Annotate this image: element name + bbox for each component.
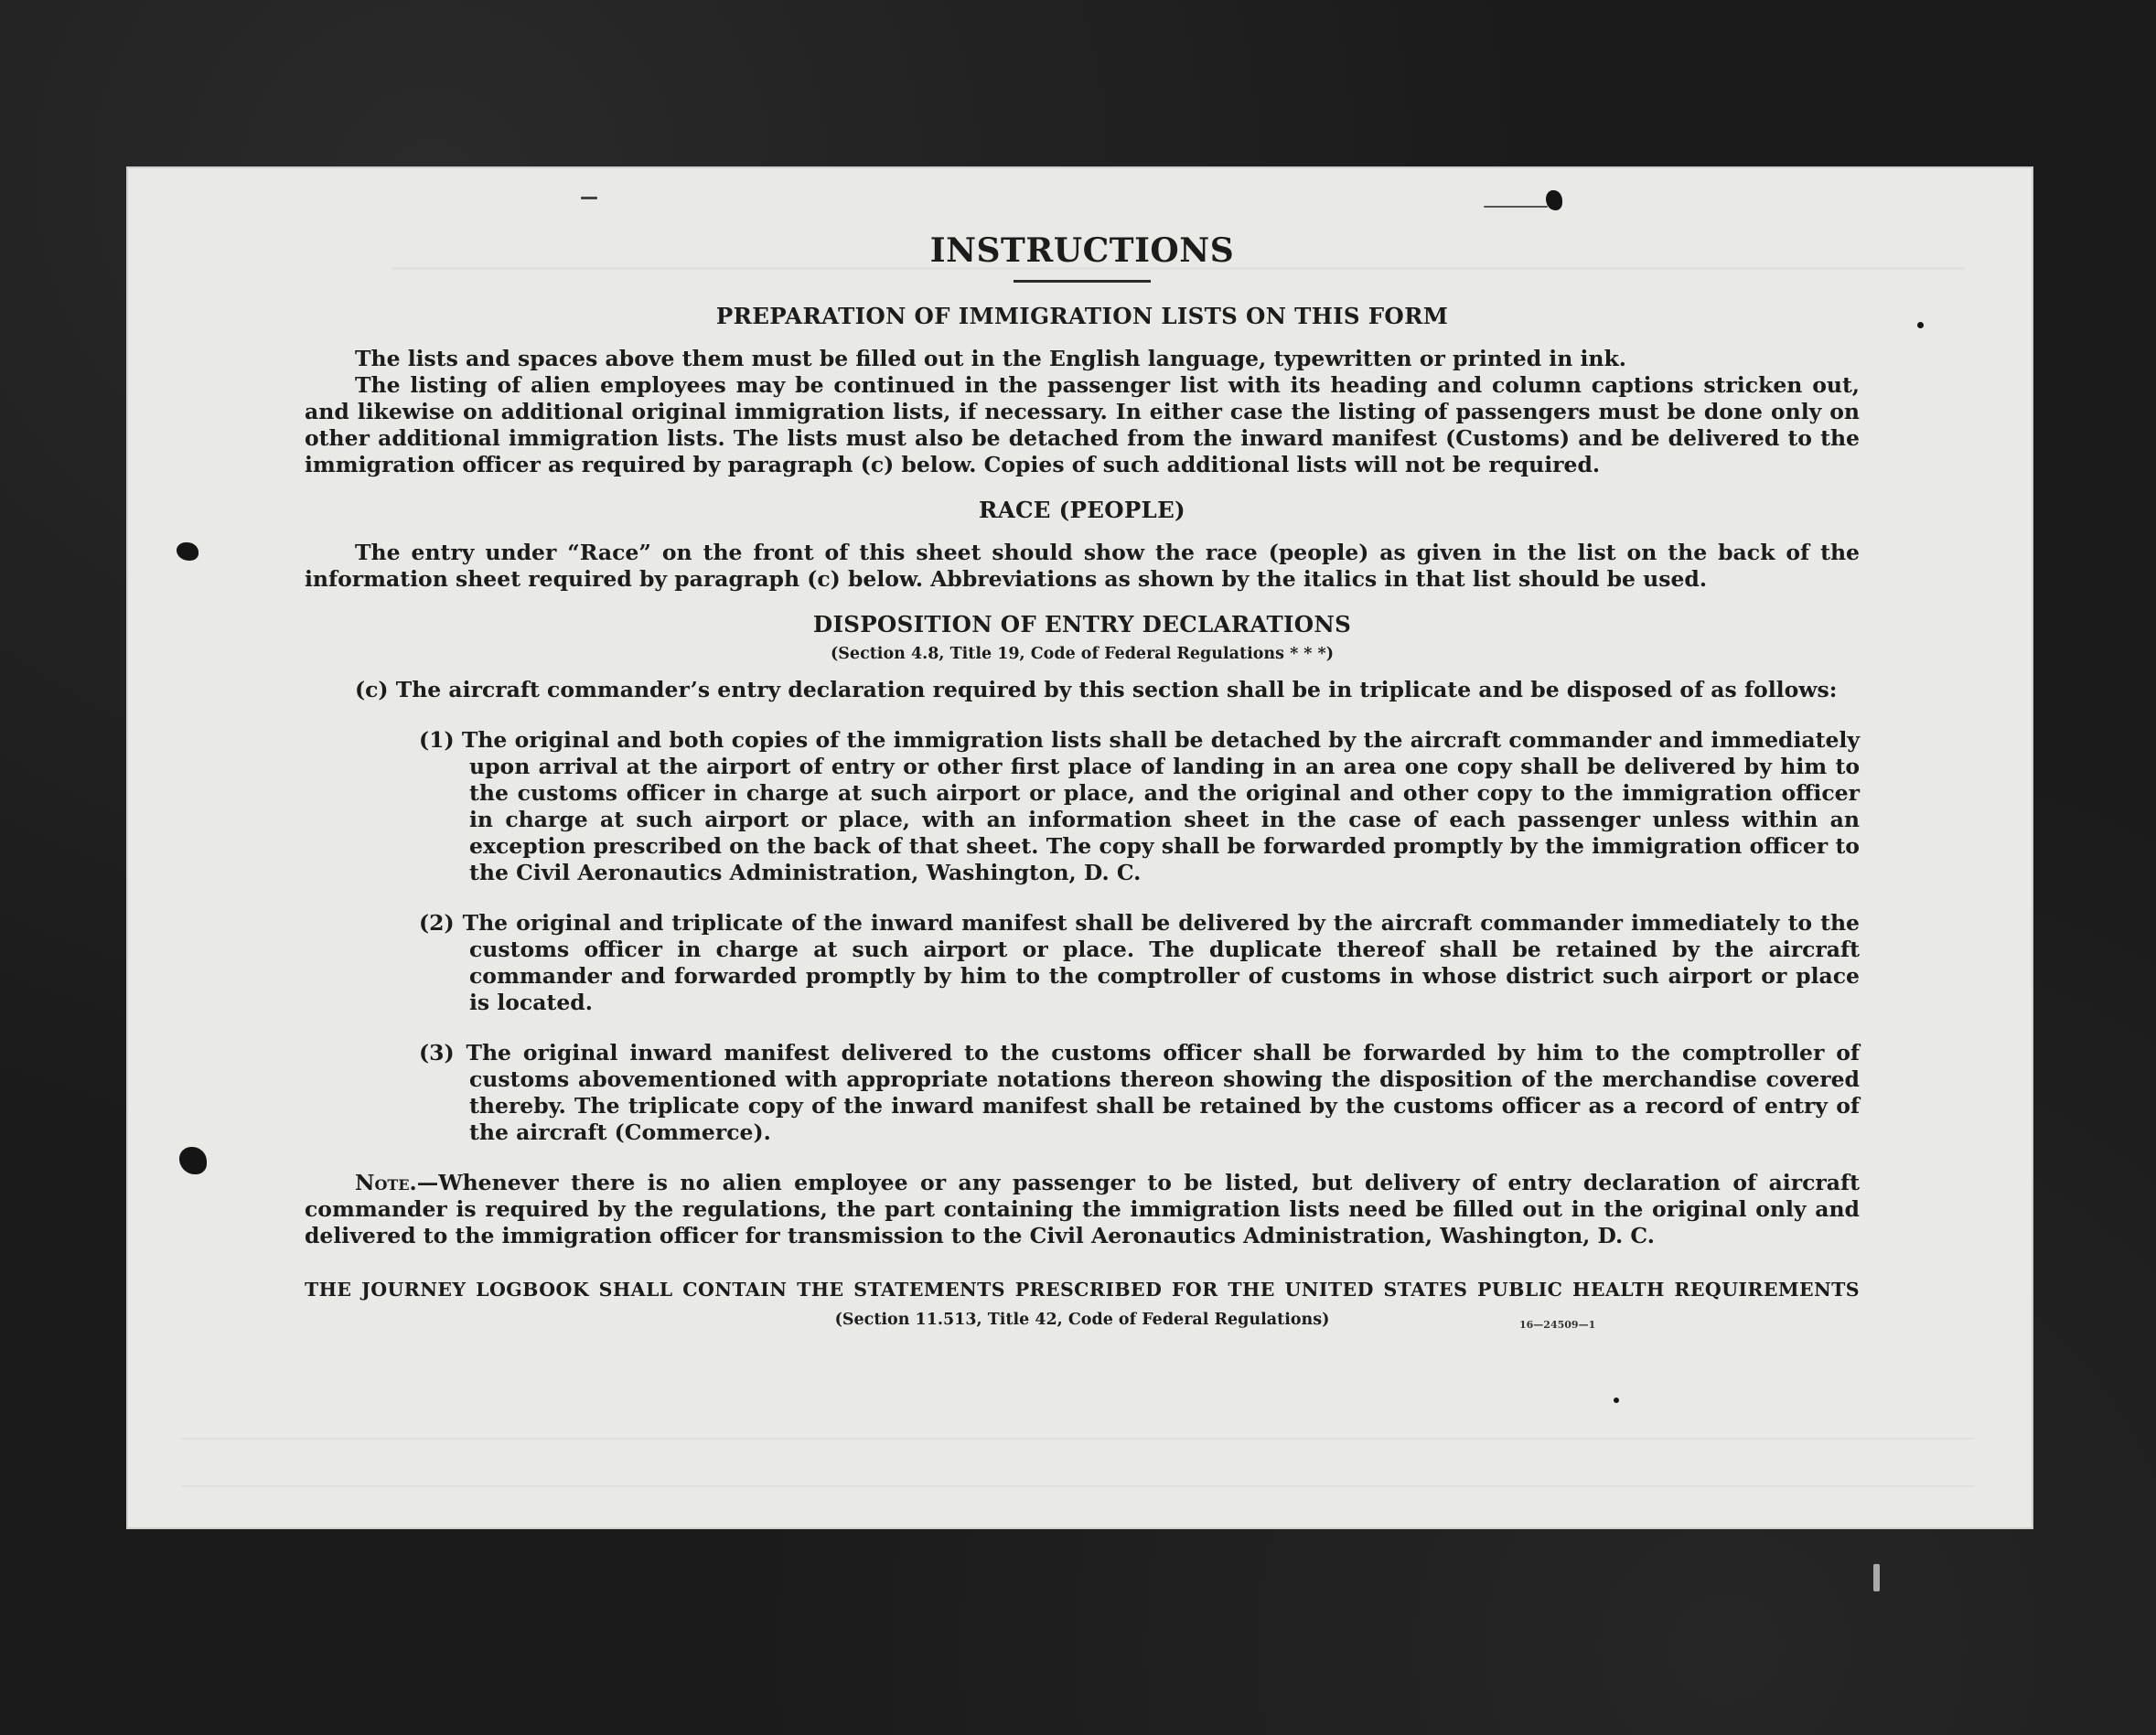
- title-underline: [1014, 280, 1151, 283]
- instructions-body: [305, 230, 1860, 1333]
- paragraph-preparation-1: The lists and spaces above them must be filled out in the English language, typewritten or printed in ink.: [355, 346, 1626, 371]
- disposition-item-1: (1) The original and both copies of the immigration lists shall be detached by the aircraft commander and immediately upon arrival at the airport of entry or other first place of landing in an area one copy shall be delivered by him to the customs officer in charge at such airport or place, and the original and other copy to the immigration officer in charge at such airport or place, with an information sheet in the case of each passenger unless within an exception prescribed on the back of that sheet. The copy shall be forwarded promptly by the immigration officer to the Civil Aeronautics Administration, Washington, D. C.: [419, 727, 1860, 885]
- scan-speck: [177, 542, 198, 561]
- section-heading-disposition: DISPOSITION OF ENTRY DECLARATIONS: [812, 611, 1352, 637]
- form-number: 16—24509—1: [1519, 1319, 1596, 1331]
- scan-speck: [1873, 1564, 1880, 1591]
- disposition-intro: (c) The aircraft commander’s entry declaration required by this section shall be in triplicate and be disposed of as follows:: [355, 677, 1838, 702]
- footer-heading: THE JOURNEY LOGBOOK SHALL CONTAIN THE STATEMENTS PRESCRIBED FOR THE UNITED STATES PUBLIC HEALTH REQUIREMENTS: [305, 1279, 1860, 1301]
- scan-speck: [581, 197, 597, 199]
- disposition-citation: (Section 4.8, Title 19, Code of Federal Regulations * * *): [831, 645, 1334, 663]
- note-text: —Whenever there is no alien employee or any passenger to be listed, but delivery of entry declaration of aircraft commander is required by the regulations, the part containing the immigration lists need be filled out in the original only and delivered to the immigration officer for transmission to the Civil Aeronautics Administration, Washington, D. C.: [305, 1170, 1860, 1248]
- scan-speck: [1484, 206, 1548, 208]
- bleed-through-shadow-lower: [181, 1438, 1974, 1487]
- note-paragraph: [305, 1170, 1860, 1249]
- note-label: Note.: [355, 1170, 417, 1195]
- scan-speck: [1546, 190, 1562, 210]
- scan-speck: [1917, 322, 1924, 328]
- scan-speck: [1614, 1398, 1619, 1403]
- section-heading-race: RACE (PEOPLE): [979, 497, 1185, 523]
- paragraph-race: The entry under “Race” on the front of this sheet should show the race (people) as given in the list on the back of the information sheet required by paragraph (c) below. Abbreviations as shown by the italics in that list should be used.: [305, 540, 1860, 592]
- footer-citation: (Section 11.513, Title 42, Code of Federal Regulations): [834, 1311, 1330, 1329]
- page-title: INSTRUCTIONS: [929, 231, 1235, 270]
- disposition-item-2: (2) The original and triplicate of the inward manifest shall be delivered by the aircraft commander immediately to the customs officer in charge at such airport or place. The duplicate thereof shall be retained by the aircraft commander and forwarded promptly by him to the comptroller of customs in whose district such airport or place is located.: [419, 910, 1860, 1015]
- paragraph-preparation-2: The listing of alien employees may be continued in the passenger list with its heading and column captions stricken out, and likewise on additional original immigration lists, if necessary. In either case the listing of passengers must be done only on other additional immigration lists. The lists must also be detached from the inward manifest (Customs) and be delivered to the immigration officer as required by paragraph (c) below. Copies of such additional lists will not be required.: [305, 372, 1860, 477]
- disposition-item-3: (3) The original inward manifest delivered to the customs officer shall be forwarded by him to the comptroller of customs abovementioned with appropriate notations thereon showing the disposition of the merchandise covered thereby. The triplicate copy of the inward manifest shall be retained by the customs officer as a record of entry of the aircraft (Commerce).: [419, 1040, 1860, 1145]
- section-heading-preparation: PREPARATION OF IMMIGRATION LISTS ON THIS FORM: [715, 303, 1449, 329]
- document-page: [126, 166, 2033, 1529]
